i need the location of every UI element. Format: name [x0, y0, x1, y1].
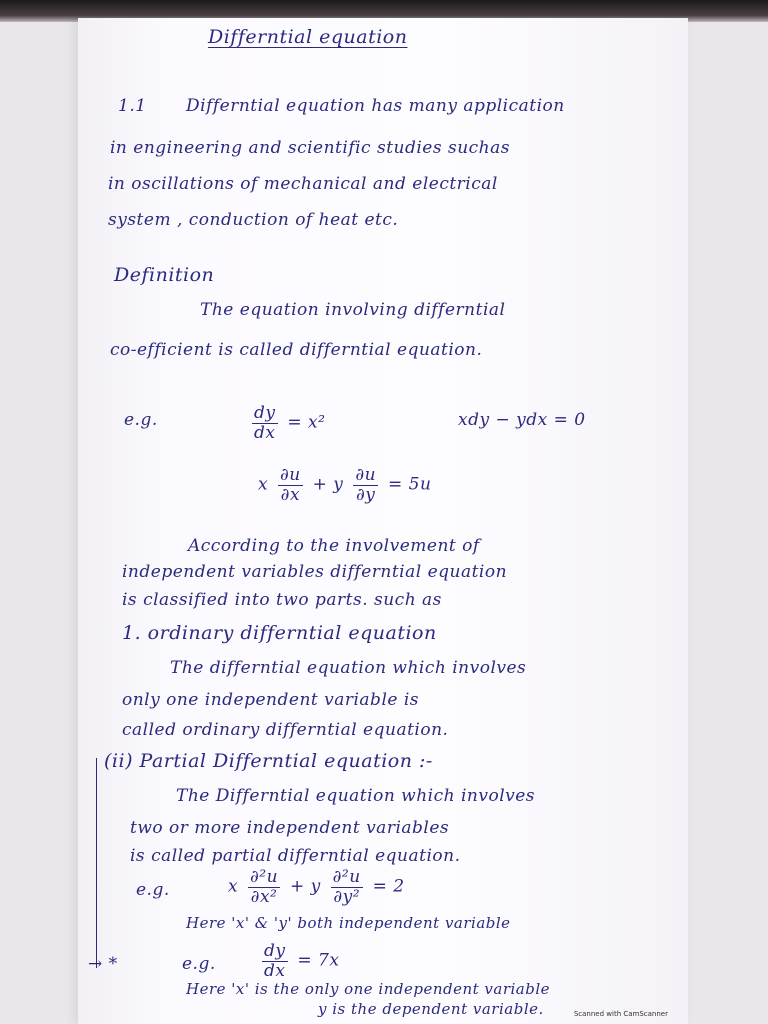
eq3-coef-x: x — [258, 474, 269, 495]
example-eq-3 — [258, 466, 431, 504]
ordinary-line-3: called ordinary differntial equation. — [122, 720, 449, 740]
bracket-line — [96, 758, 97, 968]
partial-frac2-den: ∂y² — [333, 886, 361, 907]
ordinary-line-1: The differntial equation which involves — [170, 658, 527, 678]
partial-eg-label: e.g. — [136, 880, 170, 900]
ordinary-heading: 1. ordinary differntial equation — [122, 622, 437, 644]
eq1-numerator: dy — [254, 403, 276, 423]
intro-line-1: Differntial equation has many application — [186, 96, 565, 116]
last-here-line-2: y is the dependent variable. — [318, 1000, 544, 1018]
scanner-watermark: Scanned with CamScanner — [573, 1010, 668, 1018]
classification-line-1: According to the involvement of — [188, 536, 480, 556]
eq3-frac2-num: ∂u — [355, 465, 377, 485]
eq3-frac1-num: ∂u — [280, 465, 301, 485]
last-eg-label: e.g. — [182, 954, 216, 974]
last-frac-num: dy — [264, 941, 286, 961]
eq3-frac2-den: ∂y — [356, 484, 376, 505]
examples-label: e.g. — [124, 410, 158, 430]
last-equation — [258, 942, 339, 980]
intro-number: 1.1 — [118, 96, 147, 116]
partial-line-1: The Differntial equation which involves — [176, 786, 536, 806]
partial-frac1-num: ∂²u — [250, 867, 279, 887]
classification-line-3: is classified into two parts. such as — [122, 590, 442, 610]
intro-line-3: in oscillations of mechanical and electrical — [108, 174, 498, 194]
partial-rhs: = 2 — [372, 876, 405, 897]
definition-line-1: The equation involving differntial — [200, 300, 506, 320]
notebook-page — [78, 18, 688, 1024]
partial-heading: (ii) Partial Differntial equation :- — [104, 750, 433, 772]
last-rhs: = 7x — [297, 950, 340, 971]
eq3-coef-y: + y — [312, 474, 344, 495]
definition-heading: Definition — [114, 264, 215, 286]
partial-frac2-num: ∂²u — [332, 867, 361, 887]
arrow-marker: → * — [88, 954, 118, 974]
eq1-denominator: dx — [254, 422, 276, 443]
example-eq-1 — [248, 404, 325, 442]
partial-coef-x: x — [228, 876, 239, 897]
intro-line-2: in engineering and scientific studies suchas — [110, 138, 510, 158]
partial-here-line: Here 'x' & 'y' both independent variable — [186, 914, 511, 932]
last-here-line-1: Here 'x' is the only one independent variable — [186, 980, 551, 998]
partial-equation — [228, 868, 405, 906]
eq1-rhs: = x² — [287, 412, 326, 433]
example-eq-2: xdy − ydx = 0 — [458, 410, 586, 430]
definition-line-2: co-efficient is called differntial equation. — [110, 340, 483, 360]
ordinary-line-2: only one independent variable is — [122, 690, 420, 710]
classification-line-2: independent variables differntial equation — [122, 562, 508, 582]
page-title: Differntial equation — [208, 26, 408, 48]
partial-line-3: is called partial differntial equation. — [130, 846, 461, 866]
partial-line-2: two or more independent variables — [130, 818, 450, 838]
last-frac-den: dx — [264, 960, 286, 981]
eq3-frac1-den: ∂x — [280, 484, 301, 505]
intro-line-4: system , conduction of heat etc. — [108, 210, 399, 230]
partial-coef-y: + y — [289, 876, 321, 897]
eq3-rhs: = 5u — [387, 474, 432, 495]
partial-frac1-den: ∂x² — [250, 886, 278, 907]
